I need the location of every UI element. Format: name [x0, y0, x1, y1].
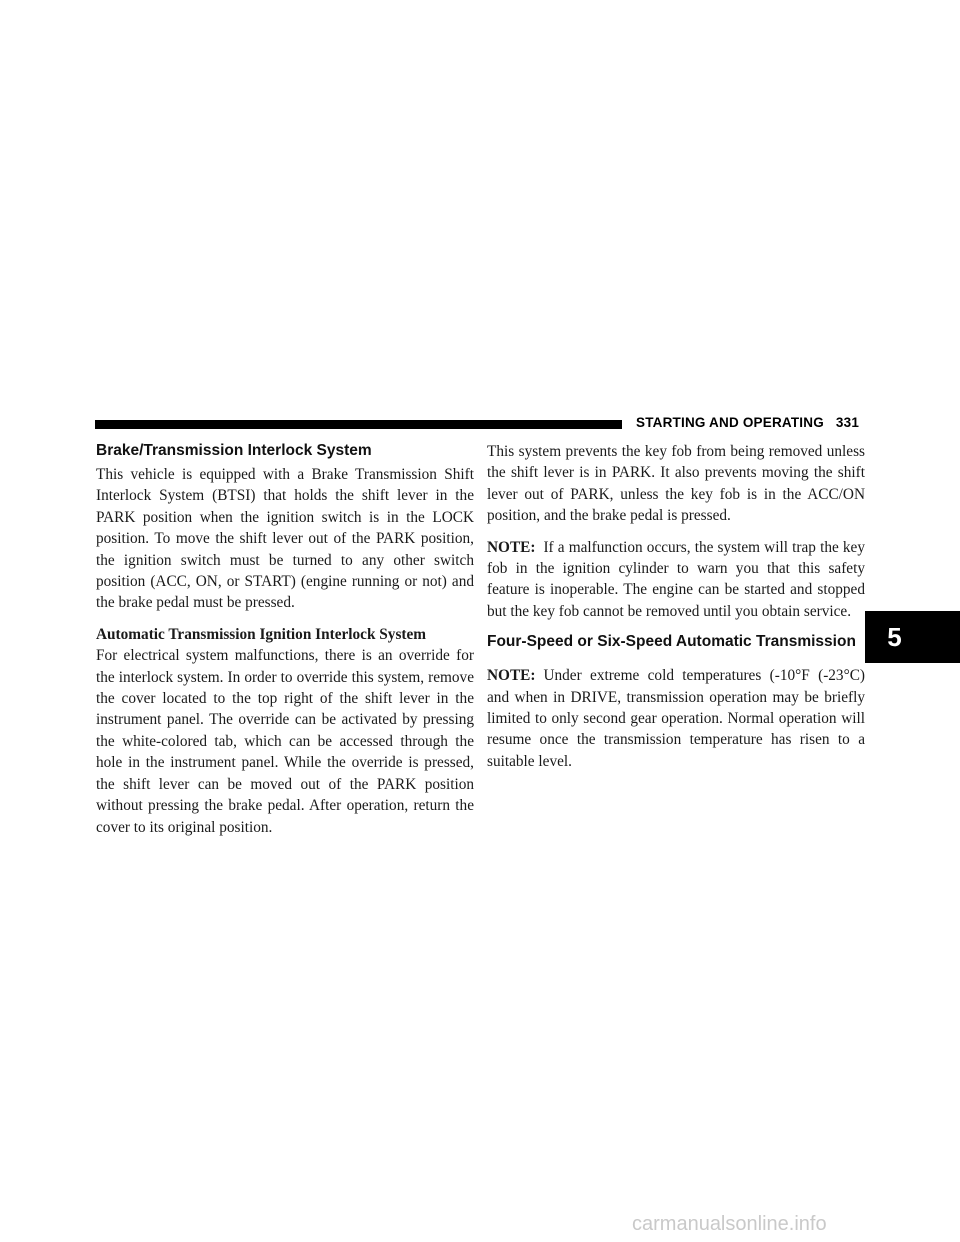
note-text: Under extreme cold temperatures (-10°F (-23°C) and when in DRIVE, transmission operation may be briefly limited to only second gear operation. Normal operation will resume once the transmission temperature has risen to a suitable level. — [487, 667, 865, 770]
right-column — [487, 441, 865, 782]
paragraph-btsi: This vehicle is equipped with a Brake Transmission Shift Interlock System (BTSI) that holds the shift lever in the PARK position when the ignition switch is in the LOCK position. To move the shift lever out of the PARK position, the ignition switch must be turned to any other switch position (ACC, ON, or START) (engine running or not) and the brake pedal must be pressed. — [96, 466, 474, 612]
page-number: 331 — [835, 415, 860, 430]
paragraph-key-fob: This system prevents the key fob from being removed unless the shift lever is in PARK. It also prevents moving the shift lever out of PARK, unless the key fob is in the ACC/ON position, and the brake pedal is pressed. — [487, 443, 865, 525]
chapter-tab — [865, 611, 960, 663]
note-cold-temperature — [487, 665, 865, 772]
running-header — [636, 415, 859, 430]
note-label: NOTE: — [487, 538, 536, 556]
note-text: If a malfunction occurs, the system will trap the key fob in the ignition cylinder to warn you that this safety feature is inoperable. The engine can be started and stopped but the key fob cannot be removed until you obtain service. — [487, 538, 865, 620]
section-heading-automatic-transmission: Four-Speed or Six-Speed Automatic Transmission — [487, 633, 856, 651]
subheading-ignition-interlock: Automatic Transmission Ignition Interlock System — [96, 625, 427, 643]
section-heading-brake-interlock: Brake/Transmission Interlock System — [96, 442, 372, 459]
section-title: STARTING AND OPERATING — [636, 415, 824, 430]
note-malfunction — [487, 537, 865, 623]
left-column — [96, 441, 474, 848]
note-label: NOTE: — [487, 667, 536, 685]
header-rule — [95, 420, 622, 429]
chapter-number: 5 — [887, 622, 902, 652]
paragraph-override: For electrical system malfunctions, there is an override for the interlock system. In order to override this system, remove the cover located to the top right of the shift lever in the instrument panel. The override can be activated by pressing the white-colored tab, which can be accessed through the hole in the instrument panel. While the override is pressed, the shift lever can be moved out of the PARK position without pressing the brake pedal. After operation, return the cover to its original position. — [96, 647, 474, 836]
watermark: carmanualsonline.info — [632, 1213, 827, 1235]
